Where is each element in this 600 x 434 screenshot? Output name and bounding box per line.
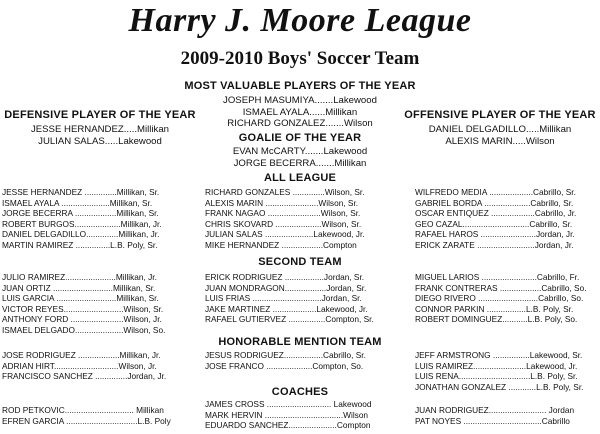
second-team-heading: SECOND TEAM [258,256,342,268]
list-item: ISMAEL DELGADO.....................Wilson, So. [2,324,166,335]
mvp-line: RICHARD GONZALEZ.......Wilson [227,118,373,129]
defensive-line: JESSE HERNANDEZ.....Millikan [30,124,170,135]
page-title: Harry J. Moore League [128,2,472,39]
mvp-line: JOSEPH MASUMIYA.......Lakewood [223,95,377,106]
offensive-list [400,124,600,147]
all-league-col-3 [415,187,576,251]
goalie-line: EVAN McCARTY.......Lakewood [232,146,368,157]
list-item: GABRIEL BORDA ....................Cabrillo, Sr. [415,197,574,208]
all-league-col-1 [2,187,162,251]
list-item: LUIS GARCIA ..........................Millikan, Sr. [2,293,159,304]
honorable-col-1 [2,350,166,382]
list-item: JORGE BECERRA ..................Millikan, Sr. [2,208,159,219]
list-item: CHRIS SKOVARD ....................Wilson, Sr. [205,218,362,229]
list-item: PAT NOYES ..................................Cabrillo [415,415,570,426]
second-team-col-2 [205,272,374,325]
list-item: ROBERT BURGOS....................Millikan, Jr. [2,218,162,229]
offensive-line: ALEXIS MARIN.....Wilson [445,135,555,147]
defensive-line: JULIAN SALAS.....Lakewood [38,135,162,147]
list-item: MARTIN RAMIREZ ...............L.B. Poly, Sr. [2,239,158,250]
mvp-list [190,95,410,130]
second-team-col-3 [415,272,587,325]
list-item: MIKE HERNANDEZ ..................Compton [205,239,357,250]
list-item: DIEGO RIVERO ..........................Cabrillo, So. [415,293,584,304]
list-item: JONATHAN GONZALEZ ............L.B. Poly, Sr. [415,381,584,392]
goalie-heading: GOALIE OF THE YEAR [238,132,362,144]
list-item: FRANK NAGAO .......................Wilson, Sr. [205,208,361,219]
offensive-line: DANIEL DELGADILLO.....Millikan [428,124,572,135]
offensive-heading: OFFENSIVE PLAYER OF THE YEAR [404,109,596,121]
list-item: ERICK ZARATE .........................Jordan, Jr. [415,239,574,250]
list-item: JEFF ARMSTRONG ................Lakewood, Sr. [415,350,583,360]
list-item: JESUS RODRIGUEZ.................Cabrillo, Sr. [205,350,366,360]
list-item: ERICK RODRIGUEZ .................Jordan, Sr. [205,272,365,282]
honorable-heading: HONORABLE MENTION TEAM [218,336,382,348]
list-item: JAMES CROSS ............................ Lakewood [205,399,372,409]
list-item: FRANK CONTRERAS ..................Cabrillo, So. [415,282,587,293]
list-item: WILFREDO MEDIA ...................Cabrillo, Sr. [415,187,576,197]
list-item: RAFAEL GUTIERVEZ ................Compton, Sr. [205,314,374,325]
list-item: ADRIAN HIRT............................Wilson, Jr. [2,360,157,371]
list-item: JULIO RAMIREZ......................Millikan, Jr. [2,272,157,282]
honorable-col-2 [205,350,366,371]
defensive-list [0,124,200,147]
defensive-heading: DEFENSIVE PLAYER OF THE YEAR [4,109,196,121]
coaches-col-1 [2,405,171,426]
list-item: LUIS RENA...............................L.B. Poly, Sr. [415,371,578,382]
list-item: JAKE MARTINEZ ...................Lakewood, Jr. [205,303,368,314]
list-item: RAFAEL HAROS ........................Jordan, Jr. [415,229,575,240]
list-item: EFREN GARCIA ...............................L.B. Poly [2,415,171,426]
list-item: JULIAN SALAS .....................Lakewood, Jr. [205,229,365,240]
goalie-list [190,146,410,169]
all-league-heading: ALL LEAGUE [263,172,337,184]
list-item: JUAN MONDRAGON..................Jordan, Sr. [205,282,367,293]
list-item: LUIS FRIAS ..............................Jordan, Sr. [205,293,362,304]
list-item: MARK HERVIN ..................................Wilson [205,409,369,420]
list-item: ROBERT DOMINGUEZ...........L.B. Poly, So. [415,314,578,325]
list-item: JOSE RODRIGUEZ ..................Millikan, Jr. [2,350,161,360]
list-item: JESSE HERNANDEZ ..............Millikan, Sr. [2,187,160,197]
coaches-col-3 [415,405,574,426]
list-item: JUAN RODRIGUEZ......................... Jordan [415,405,575,415]
mvp-line: ISMAEL AYALA......Millikan [242,106,358,118]
list-item: OSCAR ENTIQUEZ ...................Cabrillo, Jr. [415,208,577,219]
list-item: FRANCISCO SANCHEZ ..............Jordan, Jr. [2,371,167,382]
list-item: ANTHONY FORD .......................Wilson, Jr. [2,314,162,325]
second-team-col-1 [2,272,165,336]
list-item: GEO CAZAL.............................Cabrillo, Sr. [415,218,573,229]
mvp-heading: MOST VALUABLE PLAYERS OF THE YEAR [184,80,416,92]
coaches-col-2 [205,399,371,431]
coaches-heading: COACHES [271,386,329,398]
list-item: MIGUEL LARIOS ........................Cabrillo, Fr. [415,272,580,282]
all-league-col-2 [205,187,365,251]
list-item: ALEXIS MARIN .......................Wilson, Sr. [205,197,359,208]
goalie-line: JORGE BECERRA.......Millikan [233,157,367,169]
list-item: JUAN ORTIZ ..........................Millikan, Sr. [2,282,156,293]
list-item: VICTOR REYES..........................Wilson, Sr. [2,303,164,314]
list-item: LUIS RAMIREZ.......................Lakewood, Jr. [415,360,578,371]
list-item: ROD PETKOVIC.............................. Millikan [2,405,164,415]
list-item: RICHARD GONZALES ..............Wilson, Sr. [205,187,365,197]
list-item: ISMAEL AYALA .....................Millikan, Sr. [2,197,153,208]
list-item: EDUARDO SANCHEZ.....................Compton [205,420,371,431]
list-item: CONNOR PARKIN .................L.B. Poly, Sr. [415,303,574,314]
page-subtitle: 2009-2010 Boys' Soccer Team [180,48,420,69]
list-item: JOSE FRANCO ....................Compton, So. [205,360,364,371]
list-item: DANIEL DELGADILLO..............Millikan, Jr. [2,229,160,240]
